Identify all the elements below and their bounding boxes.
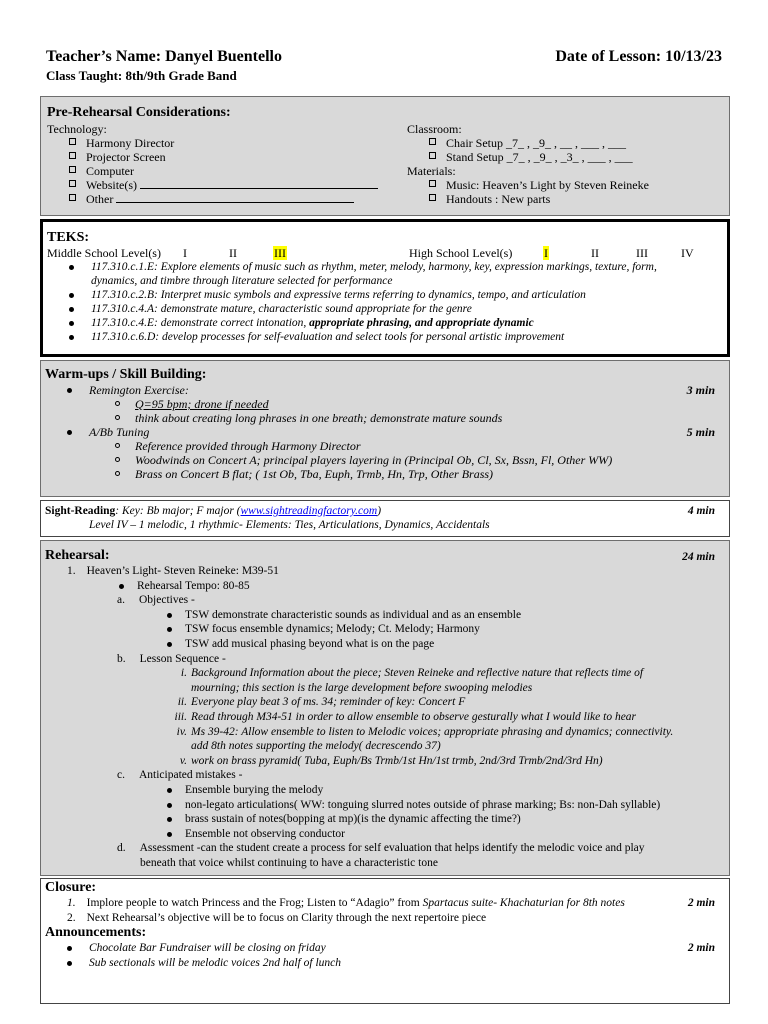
ms-level-highlighted: III xyxy=(274,246,286,260)
bullet-icon xyxy=(167,613,172,618)
closure-item xyxy=(45,896,723,911)
rehearsal-title-row xyxy=(45,548,723,564)
announcement-item xyxy=(45,956,723,971)
sequence-text: add 8th notes supporting the melody( decrescendo 37) xyxy=(191,740,441,753)
materials-label: Materials: xyxy=(407,164,456,178)
levels-row xyxy=(47,246,721,260)
music-item xyxy=(407,178,727,192)
rehearsal-time: 24 min xyxy=(682,551,715,563)
sight-reading-time: 4 min xyxy=(687,505,715,517)
announcement-time: 2 min xyxy=(687,942,715,955)
bullet-icon xyxy=(119,584,124,589)
checkbox-icon[interactable] xyxy=(69,194,76,201)
technology-label: Technology: xyxy=(47,122,107,136)
pre-rehearsal-title: Pre-Rehearsal Considerations: xyxy=(47,105,231,120)
closure-title: Closure: xyxy=(45,880,97,895)
tech-item xyxy=(47,164,387,178)
mistake-text: brass sustain of notes(bopping at mp)(is the dynamic affecting the time?) xyxy=(185,813,521,826)
teks-section xyxy=(40,219,730,357)
warmup-sub-text: Q=95 bpm; drone if needed xyxy=(135,397,269,411)
assessment-text: beneath that voice whilst continuing to have a characteristic tone xyxy=(140,856,438,869)
sightreadingfactory-link[interactable]: www.sightreadingfactory.com xyxy=(240,505,378,517)
checkbox-icon[interactable] xyxy=(69,166,76,173)
roman-marker: v. xyxy=(179,754,187,767)
list-marker: b. xyxy=(117,652,126,665)
sequence-item xyxy=(45,754,723,769)
sight-reading-section xyxy=(40,500,730,537)
checkbox-icon[interactable] xyxy=(429,180,436,187)
warmup-sub-item xyxy=(45,411,723,425)
warmup-item xyxy=(45,425,723,439)
objective-text: TSW focus ensemble dynamics; Melody; Ct. Melody; Harmony xyxy=(185,623,480,636)
chair-setup xyxy=(407,136,727,150)
sequence-text: Ms 39-42: Allow ensemble to listen to Melodic voices; appropriate phrasing and dynamics; connectivity. xyxy=(191,725,674,738)
tech-item xyxy=(47,192,387,206)
other-field[interactable] xyxy=(116,202,354,203)
list-marker: a. xyxy=(117,594,125,607)
sequence-text: Background Information about the piece; Steven Reineke and reflective nature that reflects time of xyxy=(191,667,644,680)
hs-level: IV xyxy=(681,246,694,260)
sequence-item xyxy=(45,710,723,725)
sequence-item xyxy=(45,695,723,710)
bullet-icon xyxy=(67,388,72,393)
warmup-time: 5 min xyxy=(686,425,715,439)
closure-text-italic: Spartacus suite- Khachaturian for 8th notes xyxy=(422,897,625,909)
list-marker: c. xyxy=(117,769,125,782)
bullet-icon xyxy=(69,335,74,340)
pre-rehearsal-section xyxy=(40,96,730,216)
classroom-column xyxy=(407,122,727,206)
objective-item xyxy=(45,637,723,652)
warmup-label: A/Bb Tuning xyxy=(89,425,150,439)
tech-label: Website(s) xyxy=(86,178,138,192)
checkbox-icon[interactable] xyxy=(429,194,436,201)
mistake-text: non-legato articulations( WW: tonguing slurred notes outside of phrase marking; Bs: non-Dah syllable) xyxy=(185,798,661,811)
tech-label: Computer xyxy=(86,164,134,178)
teks-item xyxy=(47,316,721,330)
announcements-title: Announcements: xyxy=(45,925,147,941)
warmup-sub-item xyxy=(45,397,723,411)
teks-text: 117.310.c.4.A: demonstrate mature, characteristic sound appropriate for the genre xyxy=(91,303,472,315)
closure-text: Implore people to watch Princess and the Frog; Listen to “Adagio” from xyxy=(86,897,423,909)
assessment-item xyxy=(45,841,723,856)
hs-level-highlighted: I xyxy=(544,246,548,260)
sequence-item-cont xyxy=(45,681,723,696)
bullet-icon xyxy=(167,832,172,837)
website-field[interactable] xyxy=(140,188,378,189)
teks-text: dynamics, and timbre through literature selected for performance xyxy=(91,275,393,287)
sequence-text: Everyone play beat 3 of ms. 34; reminder of key: Concert F xyxy=(191,696,466,709)
sight-reading-row xyxy=(45,504,723,518)
list-marker: d. xyxy=(117,842,126,855)
warmup-sub-item xyxy=(45,439,723,453)
circle-bullet-icon xyxy=(115,471,120,476)
piece-number: 1. xyxy=(67,565,76,577)
assessment-cont xyxy=(45,856,723,871)
closure-section xyxy=(40,878,730,1004)
warmup-sub-text: Brass on Concert B flat; ( 1st Ob, Tba, Euph, Trmb, Hn, Trp, Other Brass) xyxy=(135,467,494,481)
bullet-icon xyxy=(69,321,74,326)
sight-reading-paren: ) xyxy=(377,505,382,517)
sequence-text: Read through M34-51 in order to allow ensemble to observe gesturally what I would like to hear xyxy=(191,710,637,723)
objective-text: TSW add musical phasing beyond what is on the page xyxy=(185,637,435,650)
bullet-icon xyxy=(69,307,74,312)
teks-text: 117.310.c.6.D: develop processes for self-evaluation and select tools for personal artistic improvement xyxy=(91,331,565,343)
warmup-time: 3 min xyxy=(686,383,715,397)
list-number: 1. xyxy=(67,897,76,909)
objectives-label: Objectives - xyxy=(138,594,195,607)
mistake-text: Ensemble not observing conductor xyxy=(185,827,346,840)
sequence-item xyxy=(45,666,723,681)
sequence-heading xyxy=(45,652,723,667)
circle-bullet-icon xyxy=(115,401,120,406)
tempo-item xyxy=(45,579,723,594)
closure-item xyxy=(45,911,723,926)
stand-setup-label: Stand Setup _7_ , _9_ , _3_ , ___ , ___ xyxy=(446,150,633,164)
bullet-icon xyxy=(167,803,172,808)
checkbox-icon[interactable] xyxy=(429,152,436,159)
tempo-text: Rehearsal Tempo: 80-85 xyxy=(137,579,250,592)
teks-title: TEKS: xyxy=(47,230,90,245)
ms-level: I xyxy=(183,246,187,260)
teks-item xyxy=(47,302,721,316)
teks-text: 117.310.c.1.E: Explore elements of music such as rhythm, meter, melody, harmony, key, expression markings, texture, form, xyxy=(91,261,657,273)
stand-setup xyxy=(407,150,727,164)
bullet-icon xyxy=(167,642,172,647)
tech-item xyxy=(47,150,387,164)
tech-label: Harmony Director xyxy=(86,136,175,150)
lesson-date: Date of Lesson: 10/13/23 xyxy=(555,48,722,65)
chair-setup-label: Chair Setup _7_ , _9_ , __ , ___ , ___ xyxy=(446,136,626,150)
tech-item xyxy=(47,178,387,192)
assessment-text: Assessment -can the student create a process for self evaluation that helps identify the melodic voice and play xyxy=(139,842,645,855)
handouts-label: Handouts : New parts xyxy=(446,192,551,206)
rehearsal-section xyxy=(40,540,730,876)
warmup-sub-text: Reference provided through Harmony Director xyxy=(135,439,361,453)
warmup-item xyxy=(45,383,723,397)
announcement-text: Sub sectionals will be melodic voices 2nd half of lunch xyxy=(89,956,342,969)
bullet-icon xyxy=(69,265,74,270)
sight-reading-label: Sight-Reading xyxy=(45,505,116,517)
sequence-text: work on brass pyramid( Tuba, Euph/Bs Trmb/1st Hn/1st trmb, 2nd/3rd Trmb/2nd/3rd Hn) xyxy=(191,754,603,767)
teks-item xyxy=(47,288,721,302)
sight-reading-key: : Key: Bb major; F major ( xyxy=(115,505,241,517)
teacher-name: Teacher’s Name: Danyel Buentello xyxy=(46,48,282,65)
sequence-item xyxy=(45,725,723,740)
closure-text: Next Rehearsal’s objective will be to focus on Clarity through the next repertoire piece xyxy=(86,911,487,924)
warmup-sub-text: Woodwinds on Concert A; principal players layering in (Principal Ob, Cl, Sx, Bssn, Fl, Other WW) xyxy=(135,453,613,467)
ms-levels-label: Middle School Level(s) xyxy=(47,246,161,260)
closure-time: 2 min xyxy=(687,897,715,909)
teks-item xyxy=(47,330,721,344)
announcement-item xyxy=(45,941,723,956)
objective-text: TSW demonstrate characteristic sounds as individual and as an ensemble xyxy=(185,608,522,621)
bullet-icon xyxy=(67,961,72,966)
mistake-item xyxy=(45,783,723,798)
warmup-sub-text: think about creating long phrases in one breath; demonstrate mature sounds xyxy=(135,411,503,425)
roman-marker: iii. xyxy=(174,710,187,723)
announcement-text: Chocolate Bar Fundraiser will be closing on friday xyxy=(89,942,326,955)
class-taught: Class Taught: 8th/9th Grade Band xyxy=(46,68,237,83)
warmup-label: Remington Exercise: xyxy=(89,383,189,397)
checkbox-icon[interactable] xyxy=(69,138,76,145)
piece-title: Heaven’s Light- Steven Reineke: M39-51 xyxy=(86,565,279,577)
sequence-label: Lesson Sequence - xyxy=(139,652,226,665)
checkbox-icon[interactable] xyxy=(429,138,436,145)
tech-label: Other xyxy=(86,192,114,206)
sight-reading-level: Level IV – 1 melodic, 1 rhythmic- Elements: Ties, Articulations, Dynamics, Accidentals xyxy=(89,519,490,531)
hs-level: II xyxy=(591,246,599,260)
tech-label: Projector Screen xyxy=(86,150,166,164)
mistake-item xyxy=(45,798,723,813)
mistake-item xyxy=(45,827,723,842)
sequence-text: mourning; this section is the large development before swooping melodies xyxy=(191,681,533,694)
circle-bullet-icon xyxy=(115,457,120,462)
teks-text: 117.310.c.4.E: demonstrate correct intonation, xyxy=(91,317,310,329)
roman-marker: i. xyxy=(180,667,187,680)
piece-item xyxy=(45,564,723,579)
checkbox-icon[interactable] xyxy=(69,180,76,187)
objectives-heading xyxy=(45,593,723,608)
mistakes-label: Anticipated mistakes - xyxy=(138,769,243,782)
circle-bullet-icon xyxy=(115,415,120,420)
hs-levels-label: High School Level(s) xyxy=(409,246,513,260)
technology-column xyxy=(47,122,387,206)
handouts-item xyxy=(407,192,727,206)
bullet-icon xyxy=(167,788,172,793)
teks-item-cont xyxy=(47,274,721,288)
roman-marker: iv. xyxy=(176,725,187,738)
bullet-icon xyxy=(69,293,74,298)
teks-item xyxy=(47,260,721,274)
warmup-section xyxy=(40,360,730,497)
bullet-icon xyxy=(67,430,72,435)
objective-item xyxy=(45,608,723,623)
circle-bullet-icon xyxy=(115,443,120,448)
sequence-item-cont xyxy=(45,739,723,754)
teks-text: 117.310.c.2.B: Interpret music symbols and expressive terms referring to dynamics, tempo, and articulation xyxy=(91,289,586,301)
mistakes-heading xyxy=(45,768,723,783)
teks-bold-text: appropriate phrasing, and appropriate dynamic xyxy=(309,317,534,329)
checkbox-icon[interactable] xyxy=(69,152,76,159)
objective-item xyxy=(45,622,723,637)
tech-item xyxy=(47,136,387,150)
list-number: 2. xyxy=(67,911,76,924)
roman-marker: ii. xyxy=(177,696,187,709)
warmup-title: Warm-ups / Skill Building: xyxy=(45,367,207,382)
mistake-item xyxy=(45,812,723,827)
warmup-sub-item xyxy=(45,467,723,481)
warmup-sub-item xyxy=(45,453,723,467)
rehearsal-title: Rehearsal: xyxy=(45,548,110,563)
music-label: Music: Heaven’s Light by Steven Reineke xyxy=(446,178,649,192)
mistake-text: Ensemble burying the melody xyxy=(185,783,324,796)
ms-level: II xyxy=(229,246,237,260)
classroom-label: Classroom: xyxy=(407,122,462,136)
hs-level: III xyxy=(636,246,648,260)
